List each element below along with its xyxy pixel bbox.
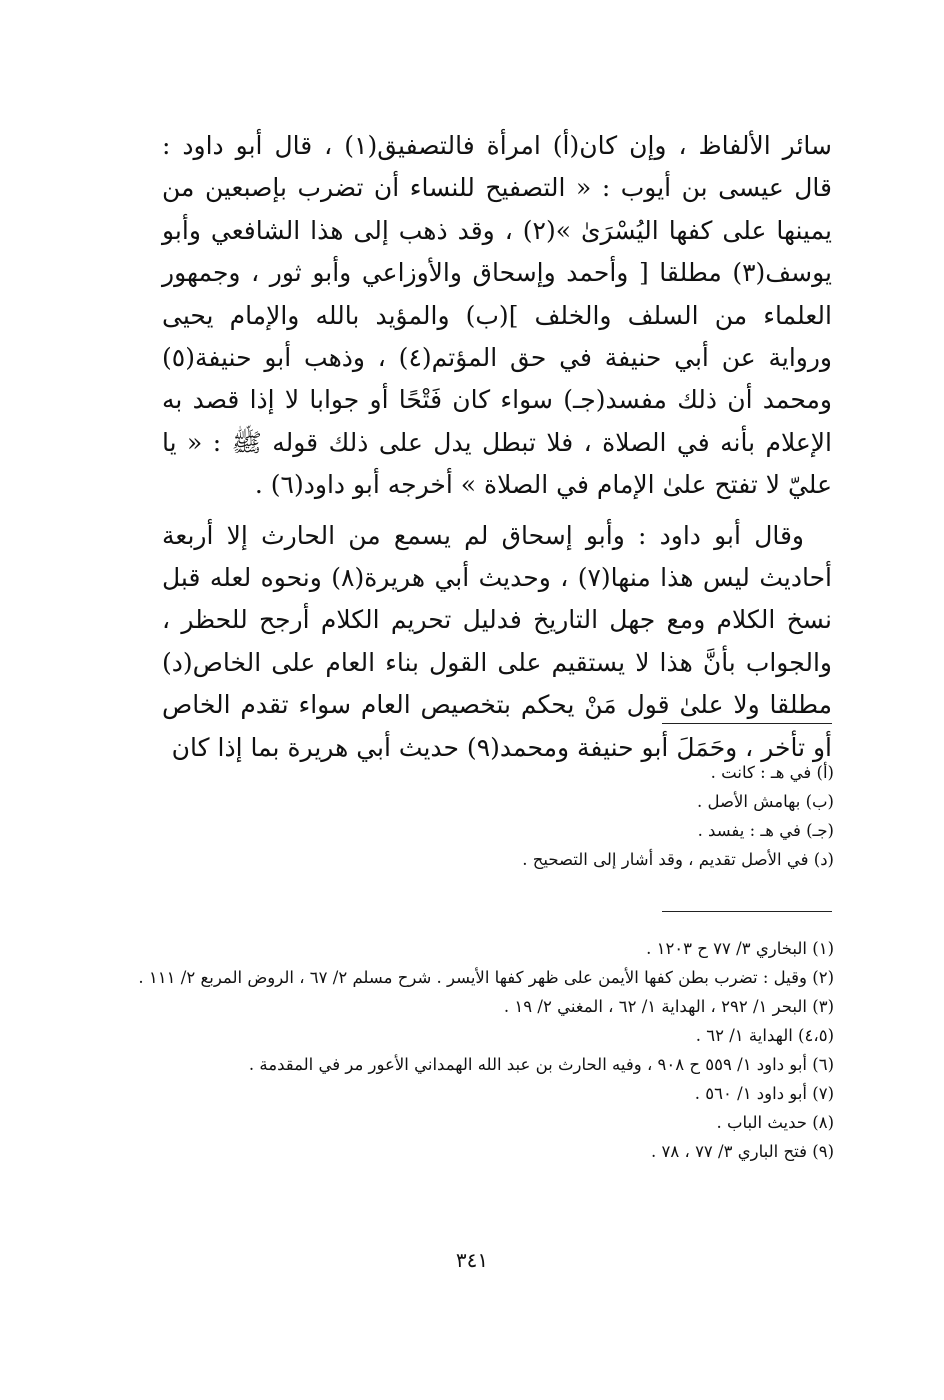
footnote-number: (٤،٥) الهداية ١/ ٦٢ .	[695, 1026, 834, 1045]
footnote-letter: (أ) في هـ : كانت .	[710, 763, 834, 782]
footnote-divider-numbers	[662, 911, 832, 912]
main-text	[162, 125, 832, 769]
footnote-number: (٧) أبو داود ١/ ٥٦٠ .	[694, 1084, 834, 1103]
footnote-letter: (ب) بهامش الأصل .	[697, 792, 834, 811]
footnote-letter: (د) في الأصل تقديم ، وقد أشار إلى التصحيح .	[522, 850, 834, 869]
page-number: ٣٤١	[455, 1248, 489, 1272]
footnote-number: (٣) البحر ١/ ٢٩٢ ، الهداية ١/ ٦٢ ، المغني ٢/ ١٩ .	[503, 997, 834, 1016]
footnotes-numbers	[134, 934, 834, 1166]
footnote-number: (٩) فتح الباري ٣/ ٧٧ ، ٧٨ .	[651, 1142, 834, 1161]
paragraph-1: سائر الألفاظ ، وإن كان(أ) امرأة فالتصفيق(١) ، قال أبو داود : قال عيسى بن أيوب : « التصفيح للنساء أن تضرب بإصبعين من يمينها على كفها اليُسْرَىٰ »(٢) ، وقد ذهب إلى هذا الشافعي وأبو يوسف(٣) مطلقا [ وأحمد وإسحاق والأوزاعي وأبو ثور ، وجمهور العلماء من السلف والخلف ](ب) والمؤيد بالله والإمام يحيى ورواية عن أبي حنيفة في حق المؤتم(٤) ، وذهب أبو حنيفة(٥) ومحمد أن ذلك مفسد(جـ) سواء كان فَتْحًا أو جوابا لا إذا قصد به الإعلام بأنه في الصلاة ، فلا تبطل يدل على ذلك قوله ﷺ : « يا عليّ لا تفتح علىٰ الإمام في الصلاة » أخرجه أبو داود(٦) .	[162, 131, 833, 500]
paragraph-2: وقال أبو داود : وأبو إسحاق لم يسمع من الحارث إلا أربعة أحاديث ليس هذا منها(٧) ، وحديث أبي هريرة(٨) ونحوه لعله قبل نسخ الكلام ومع جهل التاريخ فدليل تحريم الكلام أرجح للحظر ، والجواب بأنَّ هذا لا يستقيم على القول بناء العام على الخاص(د) مطلقا ولا علىٰ قول مَنْ يحكم بتخصيص العام سواء تقدم الخاص أو تأخر ، وحَمَلَ أبو حنيفة ومحمد(٩) حديث أبي هريرة بما إذا كان	[162, 520, 832, 762]
footnote-number: (٨) حديث الباب .	[716, 1113, 834, 1132]
footnote-letter: (جـ) في هـ : يفسد .	[697, 821, 834, 840]
footnote-number: (١) البخاري ٣/ ٧٧ ح ١٢٠٣ .	[646, 939, 834, 958]
footnote-number: (٢) وقيل : تضرب بطن كفها الأيمن على ظهر كفها الأيسر . شرح مسلم ٢/ ٦٧ ، الروض المربع ٢/ ١١١ .	[138, 968, 834, 987]
footnote-divider-letters	[662, 723, 832, 724]
footnotes-letters	[134, 758, 834, 874]
footnote-number: (٦) أبو داود ١/ ٥٥٩ ح ٩٠٨ ، وفيه الحارث بن عبد الله الهمداني الأعور مر في المقدمة .	[248, 1055, 834, 1074]
